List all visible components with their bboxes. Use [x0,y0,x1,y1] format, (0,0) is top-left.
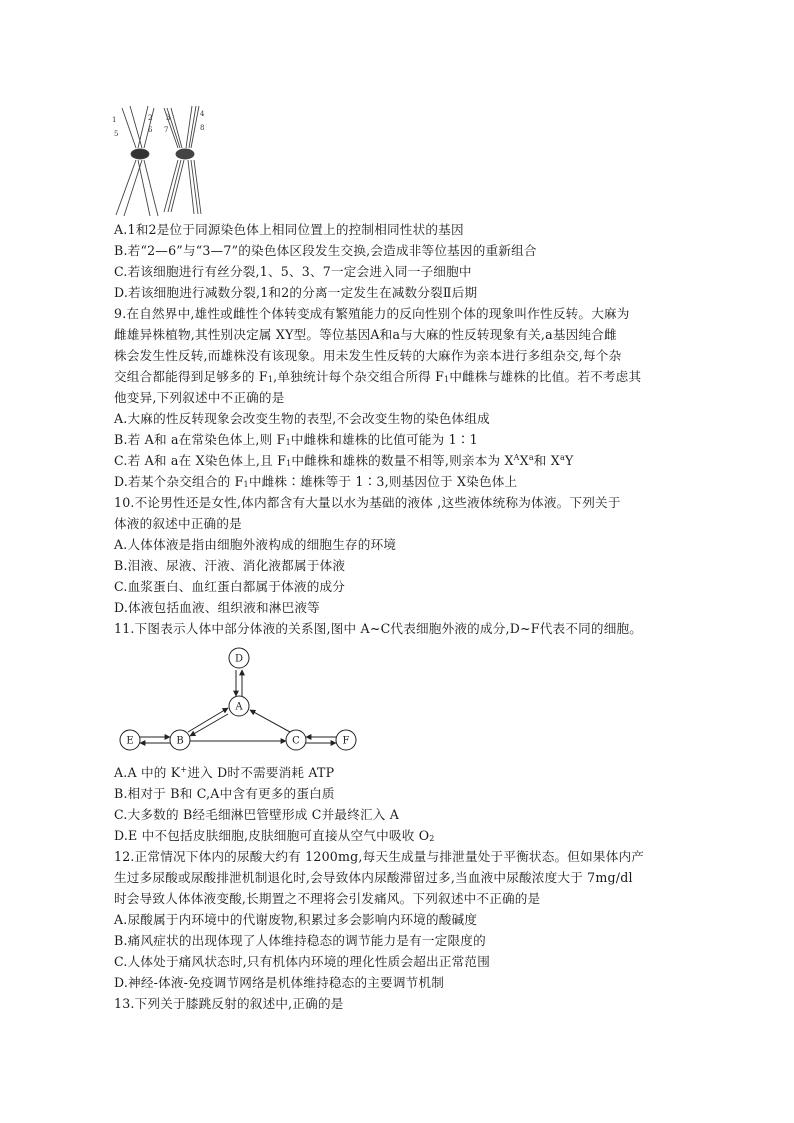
q10-stem-line-1: 10.不论男性还是女性,体内都含有大量以水为基础的液体 ,这些液体统称为体液。下列关于 [114,495,621,510]
q9-b-pre: B.若 A和 a在常染色体上,则 F [114,432,286,447]
q11-option-a [114,762,714,783]
q9-c-post: Y [564,453,574,468]
q11-a-sup: + [180,765,188,774]
node-f-label: F [342,735,350,747]
q9-l4-post: 中雌株与雄株的比值。若不考虑其 [449,369,642,384]
q12-stem-line-3: 时会导致人体体液变酸,长期置之不理将会引发痛风。下列叙述中不正确的是 [114,891,541,906]
q12-option-c: C.人体处于痛风状态时,只有机体内环境的理化性质会超出正常范围 [114,954,491,969]
label-8: 8 [200,124,205,132]
label-4: 4 [200,110,205,118]
q9-c-mid: 中雌株和雄株的数量不相等,则亲本为 X [291,453,514,468]
q9-stem-line-5: 他变异,下列叙述中不正确的是 [114,390,285,405]
chromosome-figure [108,100,218,220]
q10-option-b: B.泪液、尿液、汗液、消化液都属于体液 [114,558,346,573]
q9-b-sub: 1 [285,438,291,447]
q10-option-a: A.人体体液是指由细胞外液构成的细胞生存的环境 [114,537,397,552]
q9-c-sub: 1 [286,459,292,468]
q9-stem-line-3: 株会发生性反转,而雄株没有该现象。用未发生性反转的大麻作为亲本进行多组杂交,每个杂 [114,348,622,363]
q9-c-mid3: 和 X [533,453,560,468]
q12-option-d: D.神经-体液-免疫调节网络是机体维持稳态的主要调节机制 [114,975,445,990]
node-d-label: D [234,653,244,665]
q9-option-c [114,450,714,471]
q12-stem-line-2: 生过多尿酸或尿酸排泄机制退化时,会导致体内尿酸滞留过多,当血液中尿酸浓度大于 7mg/dl [114,870,633,885]
q9-c-mid2: X [519,453,529,468]
text-block-upper [114,219,714,639]
q9-d-post: 中雌株∶雄株等于 1∶3,则基因位于 X染色体上 [248,474,518,489]
node-a-label: A [235,701,243,713]
q9-stem-line-4 [114,366,714,387]
q9-c-sup1: A [513,453,520,462]
q11-stem: 11.下图表示人体中部分体液的关系图,图中 A~C代表细胞外液的成分,D~F代表不同的细胞。 [114,621,643,636]
label-7: 7 [164,126,169,134]
arrow-c-to-a [250,710,290,732]
q9-l4-sub2: 1 [444,375,450,384]
label-6: 6 [148,126,153,134]
q11-a-pre: A.A 中的 K [114,765,181,780]
q11-option-c: C.大多数的 B经毛细淋巴管壁形成 C并最终汇入 A [114,807,400,822]
q9-l4-pre: 交组合都能得到足够多的 F [114,369,268,384]
q12-option-a: A.尿酸属于内环境中的代谢废物,积累过多会影响内环境的酸碱度 [114,912,478,927]
q8-option-d: D.若该细胞进行减数分裂,1和2的分离一定发生在减数分裂Ⅱ后期 [114,285,478,300]
q9-option-a: A.大麻的性反转现象会改变生物的表型,不会改变生物的染色体组成 [114,411,490,426]
label-5: 5 [114,130,119,138]
q9-c-sup3: a [559,453,565,462]
q9-l4-sub: 1 [267,375,274,384]
q11-option-d [114,825,714,846]
q11-a-post: 进入 D时不需要消耗 ATP [187,765,335,780]
text-block-lower [114,762,714,1014]
q13-stem: 13.下列关于膝跳反射的叙述中,正确的是 [114,996,344,1011]
q10-option-d: D.体液包括血液、组织液和淋巴液等 [114,600,320,615]
q12-stem-line-1: 12.正常情况下体内的尿酸大约有 1200mg,每天生成量与排泄量处于平衡状态。但如果体内产 [114,849,645,864]
label-3: 3 [166,114,171,122]
q9-option-b [114,429,714,450]
node-c-label: C [292,735,300,747]
label-2: 2 [148,114,153,122]
node-b-label: B [176,735,184,747]
chromosome-pair-left [116,106,158,216]
body-fluid-diagram [112,640,372,755]
arrow-a-to-b [190,714,228,736]
q11-d-pre: D.E 中不包括皮肤细胞,皮肤细胞可直接从空气中吸收 O [114,828,430,843]
q12-option-b: B.痛风症状的出现体现了人体维持稳态的调节能力是有一定限度的 [114,933,486,948]
q9-d-pre: D.若某个杂交组合的 F [114,474,244,489]
q8-option-c: C.若该细胞进行有丝分裂,1、5、3、7一定会进入同一子细胞中 [114,264,472,279]
q9-c-pre: C.若 A和 a在 X染色体上,且 F [114,453,287,468]
q11-d-sub: 2 [429,834,435,843]
node-e-label: E [126,735,134,747]
q9-d-sub: 1 [243,480,249,489]
arrow-b-to-a [188,708,228,732]
q9-stem-line-2: 雌雄异株植物,其性别决定属 XY型。等位基因A和a与大麻的性反转现象有关,a基因纯合雌 [114,327,617,342]
q9-l4-mid: ,单独统计每个杂交组合所得 F [273,369,445,384]
q8-option-b: B.若“2—6”与“3—7”的染色体区段发生交换,会造成非等位基因的重新组合 [114,243,537,258]
q9-b-post: 中雌株和雄株的比值可能为 1∶1 [290,432,478,447]
q9-stem-line-1: 9.在自然界中,雄性或雌性个体转变成有繁殖能力的反向性别个体的现象叫作性反转。大麻为 [114,306,630,321]
q9-c-sup2: a [528,453,534,462]
q10-stem-line-2: 体液的叙述中正确的是 [114,516,242,531]
q11-option-b: B.相对于 B和 C,A中含有更多的蛋白质 [114,786,335,801]
q9-option-d [114,471,714,492]
q8-option-a: A.1和2是位于同源染色体上相同位置上的控制相同性状的基因 [114,222,464,237]
q10-option-c: C.血浆蛋白、血红蛋白都属于体液的成分 [114,579,346,594]
chromosome-pair-right [164,106,201,214]
label-1: 1 [112,116,117,124]
